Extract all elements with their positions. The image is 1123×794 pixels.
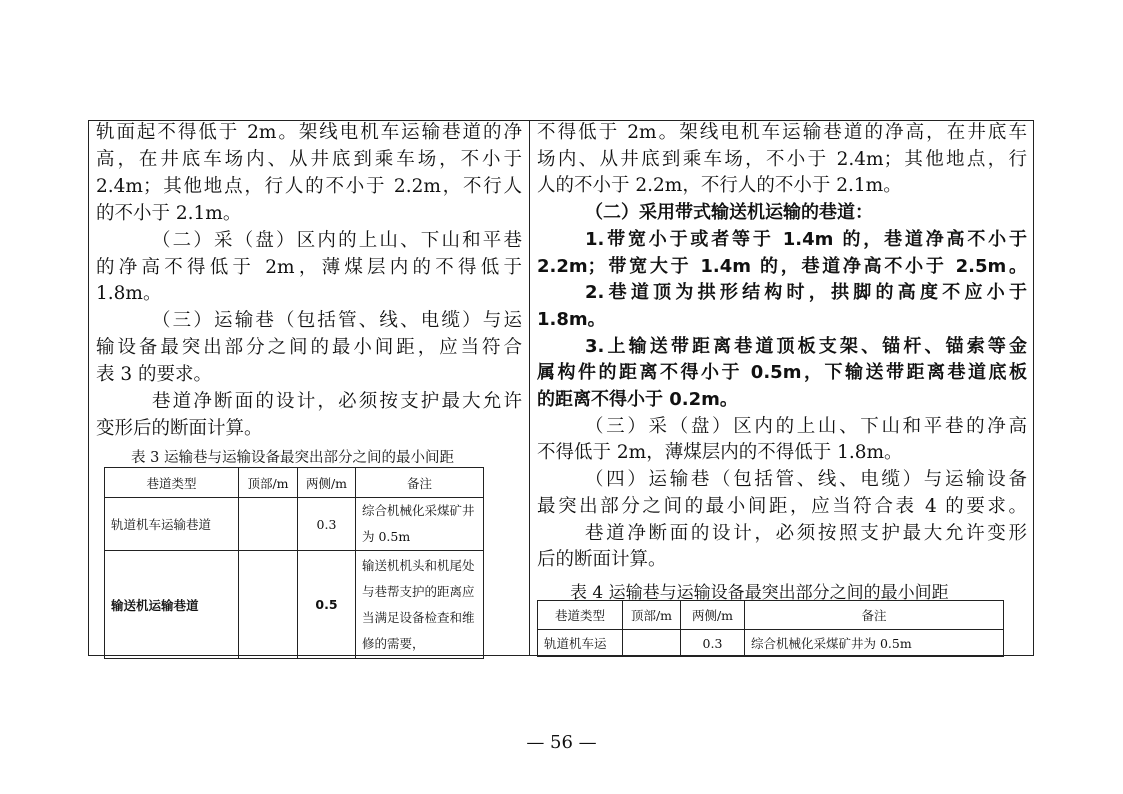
table-4-caption: 表 4 运输巷与运输设备最突出部分之间的最小间距 <box>570 583 949 603</box>
paragraph-line: 属构件的距离不得小于 0.5m，下输送带距离巷道底板 <box>537 362 1027 384</box>
table-cell: 轨道机车运 <box>538 630 623 657</box>
paragraph-line: 的不小于 2.1m。 <box>96 202 242 224</box>
table-cell: 0.3 <box>298 498 356 551</box>
paragraph-line: 高，在井底车场内、从井底到乘车场，不小于 <box>96 148 522 170</box>
table-header: 巷道类型 <box>538 601 623 630</box>
table-row <box>105 498 484 551</box>
table-3-caption: 表 3 运输巷与运输设备最突出部分之间的最小间距 <box>131 450 454 466</box>
table-cell <box>623 630 681 657</box>
table-header-row <box>538 601 1004 630</box>
paragraph-line: 不得低于 2m。架线电机车运输巷道的净高，在井底车 <box>537 122 1027 143</box>
paragraph-line: 的距离不得小于 0.2m。 <box>537 389 738 410</box>
table-cell <box>239 498 298 551</box>
paragraph-line: 1.8m。 <box>537 308 606 330</box>
table-row <box>105 551 484 659</box>
page-number: — 56 — <box>526 732 597 753</box>
paragraph-line: 最突出部分之间的最小间距，应当符合表 4 的要求。 <box>537 495 1027 517</box>
table-header: 巷道类型 <box>105 468 239 498</box>
paragraph-line: 1.8m。 <box>96 283 162 305</box>
table-header: 备注 <box>356 468 484 498</box>
table-header: 两侧/m <box>298 468 356 498</box>
table-cell: 综合机械化采煤矿井为 0.5m <box>356 498 484 551</box>
paragraph-line: 2.2m；带宽大于 1.4m 的，巷道净高不小于 2.5m。 <box>537 255 1027 277</box>
paragraph-line: 巷道净断面的设计，必须按支护最大允许 <box>152 391 522 412</box>
table-cell <box>239 551 298 659</box>
paragraph-line: 巷道净断面的设计，必须按照支护最大允许变形 <box>585 522 1027 544</box>
paragraph-line: 2.4m；其他地点，行人的不小于 2.2m，不行人 <box>96 175 522 197</box>
table-header: 顶部/m <box>623 601 681 630</box>
paragraph-line: 2.巷道顶为拱形结构时，拱脚的高度不应小于 <box>585 282 1027 304</box>
column-divider <box>529 120 530 656</box>
table-header: 两侧/m <box>681 601 745 630</box>
paragraph-line: 场内、从井底到乘车场，不小于 2.4m；其他地点，行 <box>537 148 1027 170</box>
table-4 <box>537 600 1004 657</box>
table-cell: 0.5 <box>298 551 356 659</box>
table-cell: 0.3 <box>681 630 745 657</box>
table-cell: 轨道机车运输巷道 <box>105 498 239 551</box>
table-row <box>538 630 1004 657</box>
paragraph-line: 不得低于 2m，薄煤层内的不得低于 1.8m。 <box>537 442 903 464</box>
paragraph-line: 人的不小于 2.2m，不行人的不小于 2.1m。 <box>537 175 902 197</box>
paragraph-line: 的净高不得低于 2m，薄煤层内的不得低于 <box>96 256 522 278</box>
paragraph-line: （三）运输巷（包括管、线、电缆）与运 <box>152 310 522 332</box>
paragraph-line: （二）采（盘）区内的上山、下山和平巷 <box>152 229 522 251</box>
paragraph-line: 后的断面计算。 <box>537 549 667 571</box>
table-cell: 输送机机头和机尾处与巷帮支护的距离应当满足设备检查和维修的需要， <box>356 551 484 659</box>
table-3 <box>104 467 484 659</box>
paragraph-line: 变形后的断面计算。 <box>96 417 263 439</box>
table-header: 备注 <box>745 601 1004 630</box>
paragraph-line: 表 3 的要求。 <box>96 364 213 386</box>
table-cell: 输送机运输巷道 <box>105 551 239 659</box>
paragraph-line: 3.上输送带距离巷道顶板支架、锚杆、锚索等金 <box>585 335 1027 357</box>
paragraph-line: （三）采（盘）区内的上山、下山和平巷的净高 <box>585 415 1027 437</box>
table-header: 顶部/m <box>239 468 298 498</box>
table-cell: 综合机械化采煤矿井为 0.5m <box>745 630 1004 657</box>
paragraph-line: 1.带宽小于或者等于 1.4m 的，巷道净高不小于 <box>585 228 1027 250</box>
table-header-row <box>105 468 484 498</box>
paragraph-line: （四）运输巷（包括管、线、电缆）与运输设备 <box>585 469 1027 491</box>
paragraph-line: （二）采用带式输送机运输的巷道： <box>585 202 873 224</box>
paragraph-line: 轨面起不得低于 2m。架线电机车运输巷道的净 <box>96 122 522 143</box>
paragraph-line: 输设备最突出部分之间的最小间距，应当符合 <box>96 337 522 359</box>
